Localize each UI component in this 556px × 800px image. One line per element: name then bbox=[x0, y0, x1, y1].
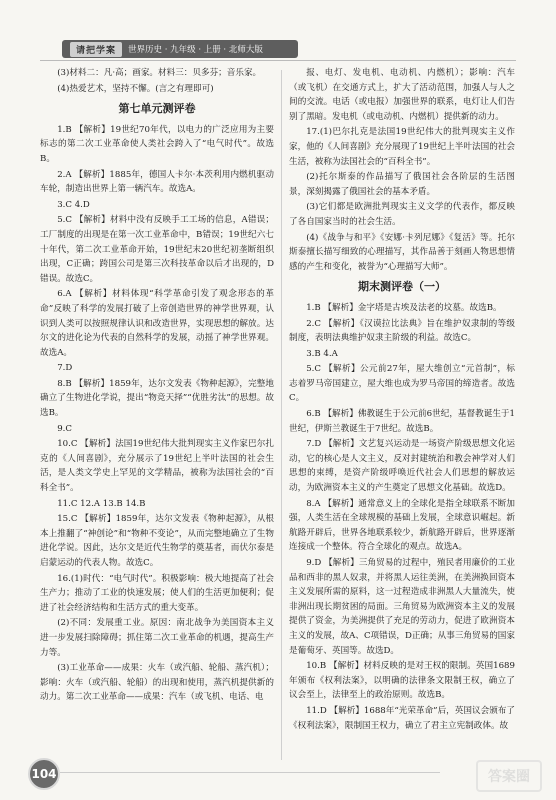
answer-item: (2)托尔斯泰的作品描写了俄国社会各阶层的生活图景，深刻揭露了俄国社会的基本矛盾。 bbox=[289, 172, 515, 197]
answer-item: 1.B 【解析】金字塔是古埃及法老的坟墓。故选B。 bbox=[306, 302, 502, 313]
left-column bbox=[40, 66, 274, 706]
answer-item: (4)《战争与和平》《安娜·卡列尼娜》《复活》等。托尔斯泰擅长描写细致的心理描写，其作品善于刻画人物思想情感的产生和变化，被誉为“心理描写大师”。 bbox=[289, 232, 515, 272]
watermark-logo: 答案圈 bbox=[476, 760, 542, 792]
section-title-final: 期末测评卷（一） bbox=[358, 280, 446, 294]
answer-line: (3)材料二：凡·高；画家。材料三：贝多芬；音乐家。 bbox=[57, 68, 262, 78]
answer-item: 8.B 【解析】1859年，达尔文发表《物种起源》，完整地确立了生物进化学说，提出“物竞天择”“优胜劣汰”的思想。故选B。 bbox=[40, 378, 274, 419]
answer-item: 11.D 【解析】1688年“光荣革命”后，英国议会颁布了《权利法案》，限制国王权力，确立了君主立宪制政体。故 bbox=[289, 705, 515, 731]
page-number: 104 bbox=[28, 758, 60, 790]
column-divider bbox=[281, 70, 282, 760]
book-subtitle: 世界历史 · 九年级 · 上册 · 北师大版 bbox=[128, 45, 263, 55]
answer-item: 报、电灯、发电机、电动机、内燃机）；影响：汽车（或飞机）在交通方式上，扩大了活动范围，加强人与人之间的交流。电话（或电报）加强世界的联系，电灯让人们告别了黑暗。发电机（或电动机、内燃机）提供新的动力。 bbox=[289, 68, 515, 122]
answer-item: (3)它们都是欧洲批判现实主义文学的代表作，都反映了各自国家当时的社会生活。 bbox=[289, 202, 515, 227]
page-header bbox=[62, 40, 298, 58]
answer-item: 2.A 【解析】1885年，德国人卡尔·本茨利用内燃机驱动车轮，制造出世界上第一辆汽车。故选A。 bbox=[40, 169, 274, 195]
answer-item: (2)不同：发展重工业。原因：南北战争为美国资本主义进一步发展扫除障碍；抓住第二次工业革命的机遇，提高生产力等。 bbox=[40, 618, 274, 658]
answer-item: 5.C 【解析】材料中没有反映手工工场的信息，A错误；工厂制度的出现是在第一次工业革命中，B错误；19世纪六七十年代，第二次工业革命开始，19世纪末20世纪初垄断组织出现，C正确；跨国公司是第三次科技革命以后才出现的，D错误。故选C。 bbox=[40, 215, 274, 284]
answer-item: 6.B 【解析】佛教诞生于公元前6世纪，基督教诞生于1世纪，伊斯兰教诞生于7世纪。故选B。 bbox=[289, 409, 515, 434]
answer-item: 10.B 【解析】材料反映的是对王权的限制。英国1689年颁布《权利法案》，以明确的法律条文限制王权，确立了议会至上，法律至上的政治原则。故选B。 bbox=[289, 661, 515, 701]
section-title-unit7: 第七单元测评卷 bbox=[118, 102, 196, 116]
answer-item: 7.D 【解析】文艺复兴运动是一场资产阶级思想文化运动，它的核心是人文主义，反对封建统治和教会神学对人们思想的束缚，是资产阶级呼唤近代社会人们思想的解放运动，为欧洲资本主义的产生奠定了思想文化基础。故选D。 bbox=[289, 439, 515, 494]
answer-item: 16.(1)时代：“电气时代”。积极影响：极大地提高了社会生产力；推动了工业的快速发展；使人们的生活更加便利；促进了社会经济结构和生活方式的重大变革。 bbox=[40, 573, 274, 613]
footer-divider bbox=[60, 772, 440, 773]
answer-item: 10.C 【解析】法国19世纪伟大批判现实主义作家巴尔扎克的《人间喜剧》，充分展示了19世纪上半叶法国的社会生活，是人类文学史上罕见的文学精品，被称为法国社会的“百科全书”。 bbox=[40, 439, 274, 494]
answer-item: (3)工业革命——成果：火车（或汽船、轮船、蒸汽机）；影响：火车（或汽船、轮船）的出现和使用，蒸汽机提供新的动力。第二次工业革命——成果：汽车（或飞机、电话、电 bbox=[40, 663, 274, 703]
right-column bbox=[289, 66, 515, 734]
header-divider bbox=[40, 60, 516, 61]
answer-item: 1.B 【解析】19世纪70年代，以电力的广泛应用为主要标志的第二次工业革命使人类社会跨入了“电气时代”。故选B。 bbox=[40, 124, 274, 164]
answer-item: 15.C 【解析】1859年，达尔文发表《物种起源》，从根本上推翻了“神创论”和“物种不变论”，从而完整地确立了生物进化学说。因此，达尔文是近代生物学的奠基者，而伏尔泰是启蒙运动的代表人物。故选C。 bbox=[40, 514, 274, 568]
answer-item: 2.C 【解析】《汉谟拉比法典》旨在维护奴隶制的等级制度，表明法典维护奴隶主阶级的利益。故选C。 bbox=[289, 318, 515, 344]
answer-line: (4)热爱艺术，坚持不懈。(言之有理即可) bbox=[57, 83, 214, 94]
answer-item: 9.C bbox=[57, 423, 72, 434]
answer-item: 8.A 【解析】通常意义上的全球化是指全球联系不断加强，人类生活在全球规模的基础上发展，全球意识崛起。新航路开辟后，世界各地联系较少，新航路开辟后，世界逐渐连接成一个整体。符合全球化的观点。故选A。 bbox=[289, 498, 515, 553]
series-brand: 请把学案 bbox=[70, 42, 122, 57]
answer-item: 3.C 4.D bbox=[57, 199, 90, 210]
answer-item: 9.D 【解析】三角贸易的过程中，殖民者用廉价的工业品和西非的黑人奴隶，并将黑人运往美洲，在美洲换回资本主义发展所需的原料，这一过程造成非洲黑人大量流失，使非洲出现长期贫困的局面。三角贸易为欧洲资本主义的发展提供了资金，为美洲提供了充足的劳动力，促进了欧洲资本主义的发展，故A、C项错误，D正确；从事三角贸易的国家是葡萄牙、英国等。故选D。 bbox=[289, 558, 515, 656]
answer-item: 17.(1)巴尔扎克是法国19世纪伟大的批判现实主义作家，他的《人间喜剧》充分展现了19世纪上半叶法国的社会生活，被称为法国社会的“百科全书”。 bbox=[289, 127, 515, 167]
answer-item: 11.C 12.A 13.B 14.B bbox=[57, 498, 146, 509]
answer-item: 7.D bbox=[57, 363, 73, 374]
answer-item: 6.A 【解析】材料体现“科学革命引发了观念形态的革命”反映了科学的发展打破了上帝创造世界的神学世界观，认识到人类可以按照规律认识和改造世界，实现思想的解放。达尔文的进化论为代表的自然科学的发展，动摇了神学世界观。故选A。 bbox=[40, 289, 274, 358]
answer-item: 3.B 4.A bbox=[306, 348, 338, 359]
answer-item: 5.C 【解析】公元前27年，屋大维创立“元首制”，标志着罗马帝国建立，屋大维也成为罗马帝国的缔造者。故选C。 bbox=[289, 364, 515, 404]
